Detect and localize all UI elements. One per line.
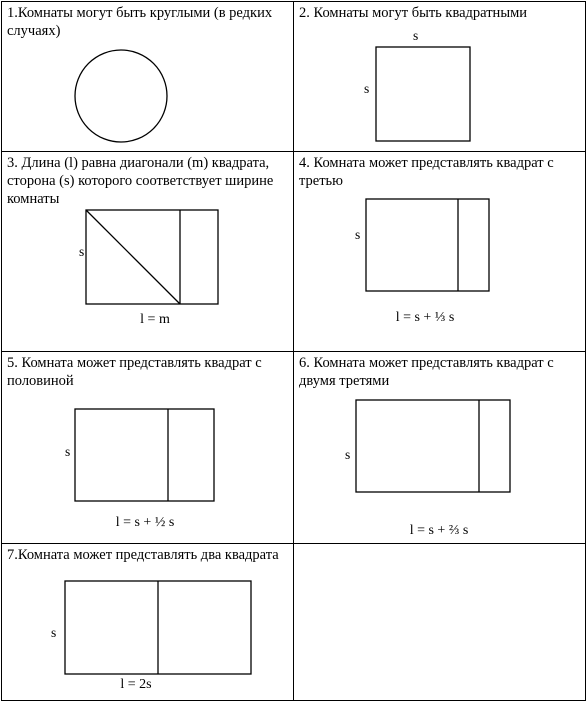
figure-round-room	[2, 2, 294, 152]
caption-square-half-room: 5. Комната может представлять квадрат с половиной	[7, 355, 262, 389]
room-outline	[75, 409, 214, 501]
side-label: s	[65, 444, 71, 459]
cell-two-squares-room	[2, 544, 294, 701]
side-label: s	[345, 447, 351, 462]
caption-round-room: 1.Комнаты могут быть круглыми (в редких случаях)	[7, 5, 273, 39]
cell-empty	[294, 544, 586, 701]
cell-square-half-room	[2, 352, 294, 544]
cell-diagonal-room	[2, 152, 294, 352]
cell-square-room	[294, 2, 586, 152]
top-side-label: s	[413, 28, 419, 43]
square-outline	[376, 47, 470, 141]
caption-square-room: 2. Комнаты могут быть квадратными	[299, 5, 527, 21]
left-side-label: s	[364, 81, 370, 96]
side-label: s	[355, 227, 361, 242]
formula-square-half: l = s + ½ s	[115, 515, 175, 530]
cell-square-third-room	[294, 152, 586, 352]
square-diagonal	[86, 210, 180, 304]
caption-square-third-room: 4. Комната может представлять квадрат с третью	[299, 155, 554, 189]
formula-two-squares: l = 2s	[120, 677, 152, 692]
figure-square-room	[294, 2, 586, 152]
formula-diagonal: l = m	[140, 312, 170, 327]
side-label: s	[79, 244, 85, 259]
caption-square-two-thirds-room: 6. Комната может представлять квадрат с двумя третями	[299, 355, 554, 389]
cell-square-two-thirds-room	[294, 352, 586, 544]
room-circle	[75, 50, 167, 142]
room-outline	[356, 400, 510, 492]
figure-square-two-thirds-room	[294, 352, 586, 544]
room-shapes-table	[1, 1, 586, 701]
cell-round-room	[2, 2, 294, 152]
caption-two-squares-room: 7.Комната может представлять два квадрата	[7, 547, 279, 563]
formula-square-two-thirds: l = s + ⅔ s	[409, 523, 469, 538]
room-outline	[366, 199, 489, 291]
side-label: s	[51, 625, 57, 640]
formula-square-third: l = s + ⅓ s	[395, 310, 455, 325]
room-outline	[86, 210, 218, 304]
caption-diagonal-room: 3. Длина (l) равна диагонали (m) квадрата, сторона (s) которого соответствует ширине комнаты	[7, 155, 274, 207]
